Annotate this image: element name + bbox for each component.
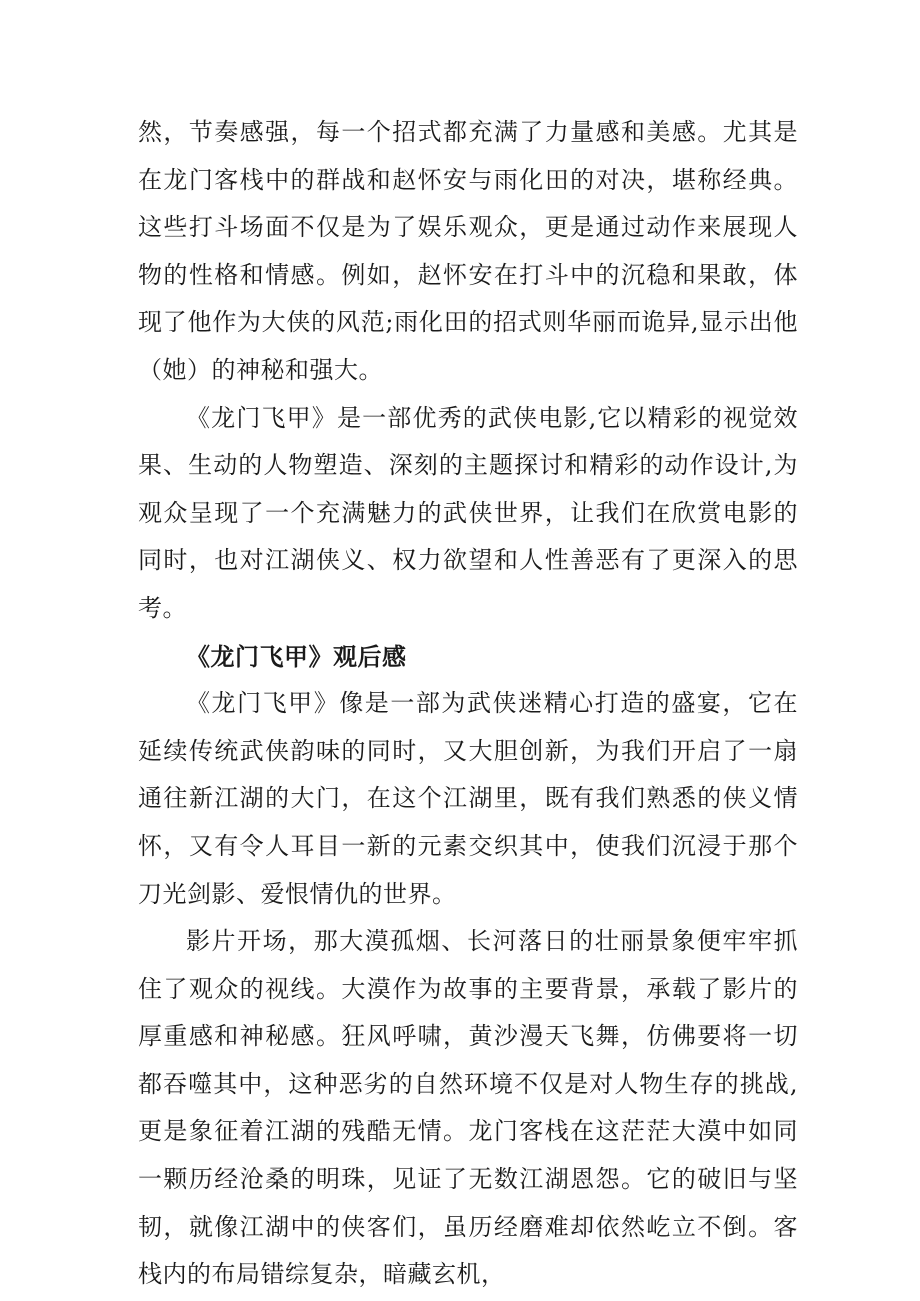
- document-body: [138, 109, 798, 1299]
- paragraph-opening-scene: 影片开场，那大漠孤烟、长河落日的壮丽景象便牢牢抓住了观众的视线。大漠作为故事的主要背景，承载了影片的厚重感和神秘感。狂风呼啸，黄沙漫天飞舞，仿佛要将一切都吞噬其中，这种恶劣的自然环境不仅是对人物生存的挑战,更是象征着江湖的残酷无情。龙门客栈在这茫茫大漠中如同一颗历经沧桑的明珠，见证了无数江湖恩怨。它的破旧与坚韧，就像江湖中的侠客们，虽历经磨难却依然屹立不倒。客栈内的布局错综复杂，暗藏玄机，: [138, 927, 798, 1289]
- paragraph-conclusion: 《龙门飞甲》是一部优秀的武侠电影,它以精彩的视觉效果、生动的人物塑造、深刻的主题探讨和精彩的动作设计,为观众呈现了一个充满魅力的武侠世界，让我们在欣赏电影的同时，也对江湖侠义、权力欲望和人性善恶有了更深入的思考。: [138, 403, 798, 622]
- section-heading: 《龙门飞甲》观后感: [186, 641, 407, 671]
- paragraph-intro: 《龙门飞甲》像是一部为武侠迷精心打造的盛宴，它在延续传统武侠韵味的同时，又大胆创新，为我们开启了一扇通往新江湖的大门，在这个江湖里，既有我们熟悉的侠义情怀，又有令人耳目一新的元素交织其中，使我们沉浸于那个刀光剑影、爱恨情仇的世界。: [138, 689, 798, 908]
- paragraph-continuation: 然，节奏感强，每一个招式都充满了力量感和美感。尤其是在龙门客栈中的群战和赵怀安与雨化田的对决，堪称经典。这些打斗场面不仅是为了娱乐观众，更是通过动作来展现人物的性格和情感。例如，赵怀安在打斗中的沉稳和果敢，体现了他作为大侠的风范;雨化田的招式则华丽而诡异,显示出他（她）的神秘和强大。: [138, 118, 798, 384]
